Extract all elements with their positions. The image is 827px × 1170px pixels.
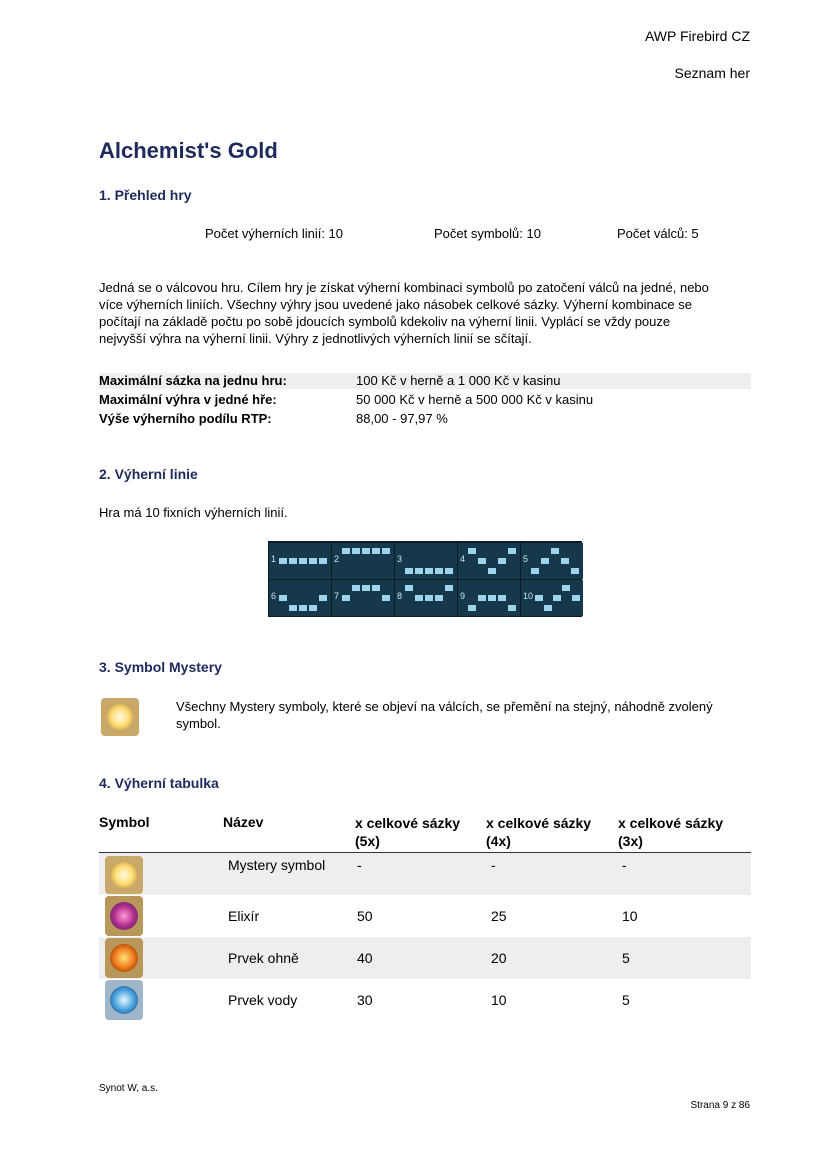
payout-3x: 10: [622, 908, 638, 924]
payout-5x: -: [357, 857, 362, 873]
section-heading-paylines: 2. Výherní linie: [99, 466, 198, 482]
payline-8: [395, 580, 457, 616]
column-header-multiplier: (5x): [355, 833, 380, 849]
payline-number: 4: [460, 554, 466, 564]
payline-3: [395, 543, 457, 579]
payout-5x: 50: [357, 908, 373, 924]
payline-number: 1: [271, 554, 277, 564]
table-row: [99, 937, 751, 979]
table-row: [99, 979, 751, 1021]
info-value: 50 000 Kč v herně a 500 000 Kč v kasinu: [356, 392, 594, 407]
symbol-name: Elixír: [228, 908, 260, 924]
info-row-max-bet: [99, 373, 751, 389]
payout-5x: 30: [357, 992, 373, 1008]
column-header-3x: [618, 814, 723, 850]
payline-number: 2: [334, 554, 340, 564]
payline-number: 8: [397, 591, 403, 601]
header-company: AWP Firebird CZ: [644, 28, 750, 44]
info-row-rtp: [99, 411, 751, 427]
paylines-diagram: [268, 541, 582, 617]
payout-4x: 10: [491, 992, 507, 1008]
column-header-label: x celkové sázky: [355, 815, 461, 831]
payline-10: [521, 580, 583, 616]
paylines-text: Hra má 10 fixních výherních linií.: [99, 505, 288, 520]
column-header-4x: [486, 814, 591, 850]
info-value: 100 Kč v herně a 1 000 Kč v kasinu: [356, 373, 561, 388]
column-header-name: Název: [223, 814, 264, 830]
column-header-multiplier: (4x): [486, 833, 511, 849]
payline-number: 7: [334, 591, 340, 601]
payline-number: 3: [397, 554, 403, 564]
stat-paylines: Počet výherních linií: 10: [205, 226, 344, 241]
footer-page-number: Strana 9 z 86: [690, 1100, 750, 1111]
table-row: [99, 895, 751, 937]
info-key: Maximální výhra v jedné hře:: [99, 392, 277, 407]
info-key: Výše výherního podílu RTP:: [99, 411, 272, 426]
info-row-max-win: [99, 392, 751, 408]
fire-element-icon: [105, 938, 143, 978]
section-heading-paytable: 4. Výherní tabulka: [99, 775, 219, 791]
section-heading-overview: 1. Přehled hry: [99, 187, 192, 203]
column-header-label: x celkové sázky: [486, 815, 592, 831]
payline-4: [458, 543, 520, 579]
symbol-name: Prvek vody: [228, 992, 298, 1008]
payline-9: [458, 580, 520, 616]
description-line: nejvyšší výhra na výherní linii. Výhry z jednotlivých výherních linií se sčítají.: [99, 331, 532, 346]
payline-6: [269, 580, 331, 616]
description-line: Jedná se o válcovou hru. Cílem hry je získat výherní kombinaci symbolů po zatočení válců na jedné, nebo: [99, 280, 709, 295]
column-header-multiplier: (3x): [618, 833, 643, 849]
payline-number: 9: [460, 591, 466, 601]
mystery-description: [176, 698, 756, 732]
payout-5x: 40: [357, 950, 373, 966]
table-row: [99, 853, 751, 895]
mystery-description-line: Všechny Mystery symboly, které se objeví na válcích, se přemění na stejný, náhodně zvolený: [176, 699, 713, 714]
game-title: Alchemist's Gold: [99, 138, 278, 163]
info-value: 88,00 - 97,97 %: [356, 411, 448, 426]
payout-4x: -: [491, 857, 496, 873]
payout-4x: 25: [491, 908, 507, 924]
mystery-symbol-icon: [101, 698, 139, 736]
payout-3x: 5: [622, 992, 630, 1008]
stat-reels: Počet válců: 5: [617, 226, 699, 241]
info-key: Maximální sázka na jednu hru:: [99, 373, 287, 388]
column-header-label: x celkové sázky: [618, 815, 724, 831]
header-list-title: Seznam her: [674, 65, 750, 81]
payline-number: 10: [523, 591, 534, 601]
water-element-icon: [105, 980, 143, 1020]
payline-7: [332, 580, 394, 616]
payline-1: [269, 543, 331, 579]
description-line: počítají na základě počtu po sobě jdoucích symbolů kdekoliv na výherní linii. Vyplácí se vždy pouze: [99, 314, 671, 329]
footer-company: Synot W, a.s.: [99, 1083, 158, 1094]
payout-3x: -: [622, 857, 627, 873]
game-description: [99, 279, 751, 347]
column-header-5x: [355, 814, 460, 850]
section-heading-mystery: 3. Symbol Mystery: [99, 659, 222, 675]
symbol-name: Mystery symbol: [228, 857, 326, 873]
payout-3x: 5: [622, 950, 630, 966]
payline-number: 5: [523, 554, 529, 564]
column-header-symbol: Symbol: [99, 814, 150, 830]
stat-symbols: Počet symbolů: 10: [434, 226, 541, 241]
mystery-symbol-icon: [105, 856, 143, 894]
elixir-symbol-icon: [105, 896, 143, 936]
description-line: více výherních liniích. Všechny výhry jsou uvedené jako násobek celkové sázky. Výherní kombinace se: [99, 297, 693, 312]
payline-2: [332, 543, 394, 579]
payline-number: 6: [271, 591, 277, 601]
payline-5: [521, 543, 583, 579]
mystery-description-line: symbol.: [176, 716, 221, 731]
symbol-name: Prvek ohně: [228, 950, 299, 966]
payout-4x: 20: [491, 950, 507, 966]
